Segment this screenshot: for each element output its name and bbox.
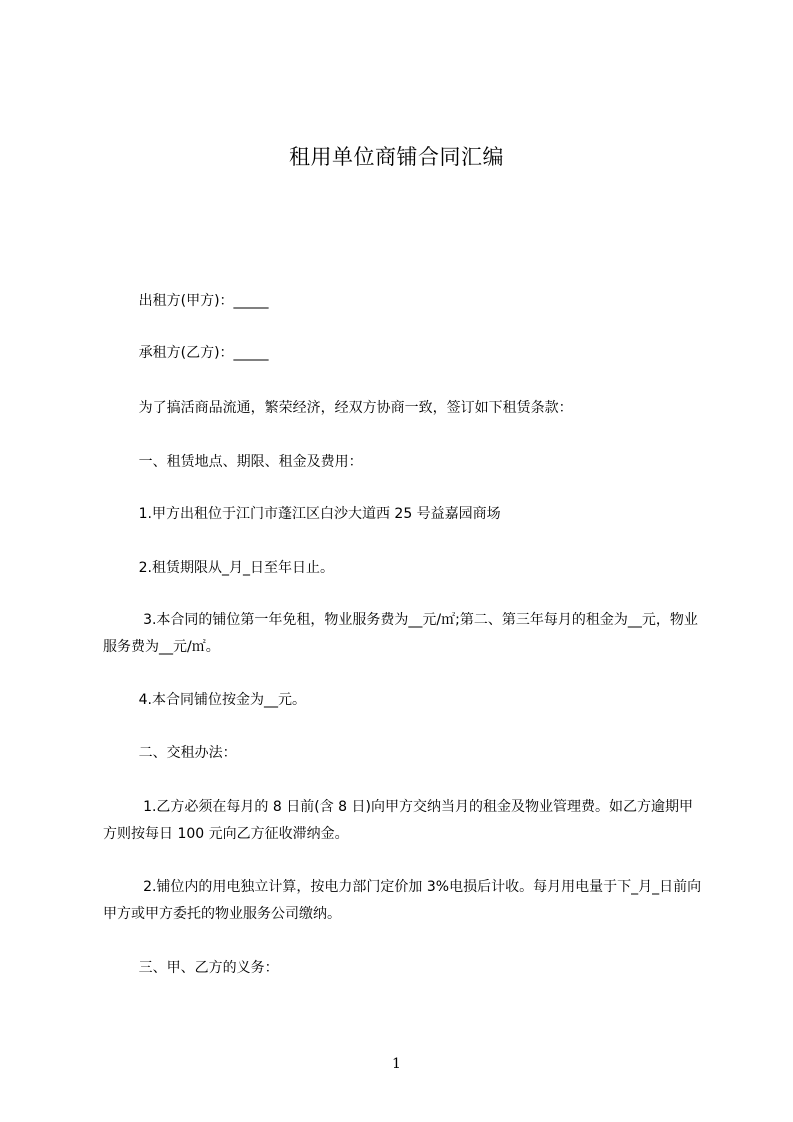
- lessor-line: 出租方(甲方)：_____: [103, 293, 269, 309]
- section-heading-1: 一、租赁地点、期限、租金及费用：: [103, 454, 363, 470]
- lessee-line: 承租方(乙方)：_____: [103, 345, 269, 361]
- clause-1-1: 1.甲方出租位于江门市蓬江区白沙大道西 25 号益嘉园商场: [103, 506, 501, 522]
- clause-2-2: 2.铺位内的用电独立计算，按电力部门定价加 3%电损后计收。每月用电量于下_月_日前向甲方或甲方委托的物业服务公司缴纳。: [103, 879, 702, 922]
- clause-1-4: 4.本合同铺位按金为__元。: [103, 692, 306, 708]
- section-heading-3: 三、甲、乙方的义务：: [103, 960, 279, 976]
- clause-1-2: 2.租赁期限从_月_日至年日止。: [103, 560, 334, 576]
- page-number: 1: [392, 1056, 401, 1072]
- section-heading-2: 二、交租办法：: [103, 745, 237, 761]
- clause-1-3: 3.本合同的铺位第一年免租，物业服务费为__元/㎡;第二、第三年每月的租金为__元，物业服务费为__元/㎡。: [103, 612, 698, 655]
- document-title: 租用单位商铺合同汇编: [289, 145, 504, 169]
- clause-2-1: 1.乙方必须在每月的 8 日前(含 8 日)向甲方交纳当月的租金及物业管理费。如乙方逾期甲方则按每日 100 元向乙方征收滞纳金。: [103, 799, 693, 842]
- preamble-paragraph: 为了搞活商品流通，繁荣经济，经双方协商一致，签订如下租赁条款：: [103, 400, 573, 416]
